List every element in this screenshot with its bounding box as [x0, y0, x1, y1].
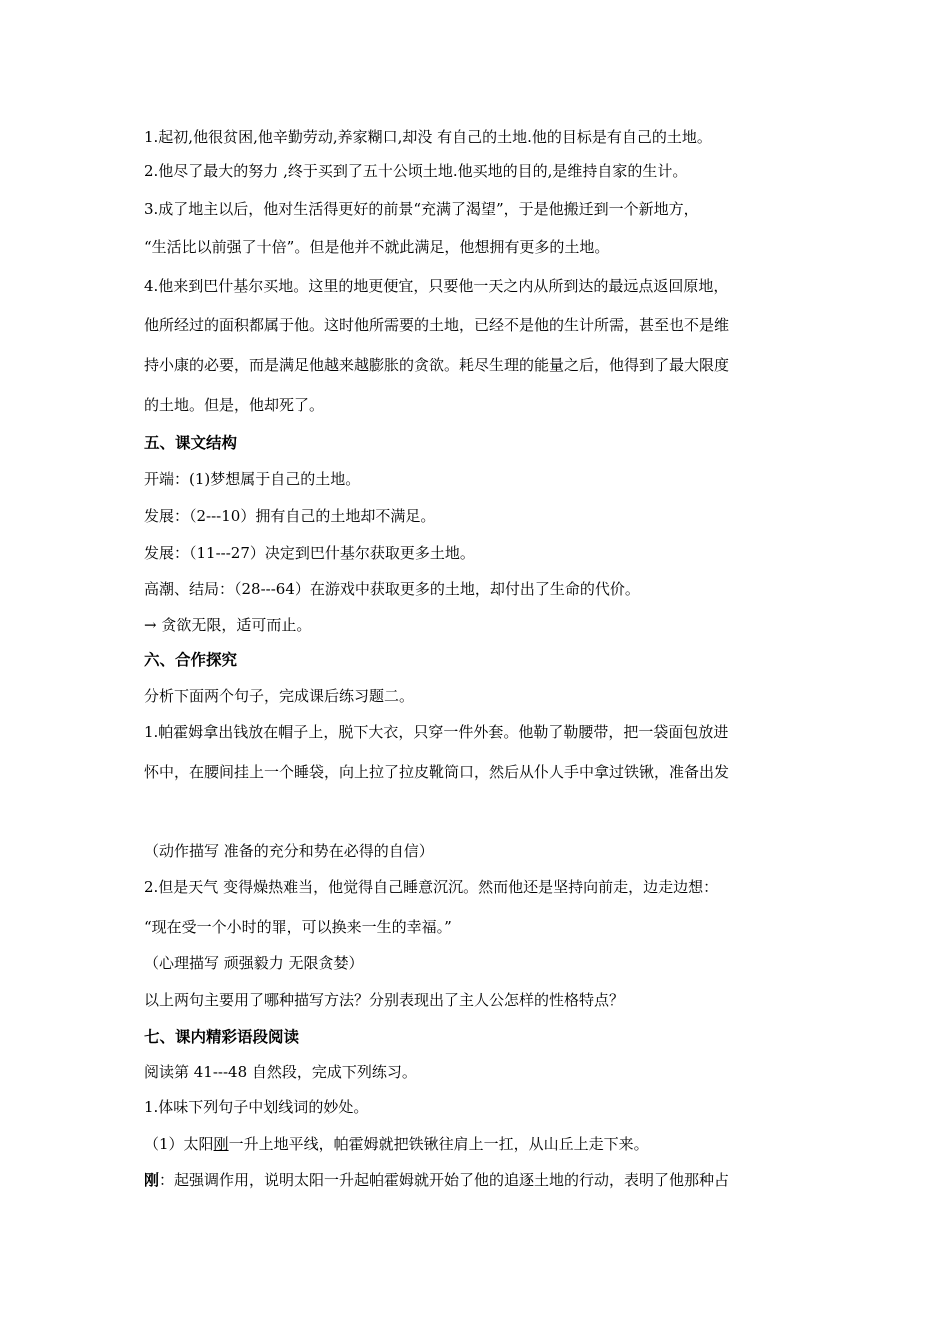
answer-text: ：起强调作用，说明太阳一升起帕霍姆就开始了他的追逐土地的行动，表明了他那种占: [159, 1171, 730, 1189]
answer-keyword: 刚: [144, 1171, 160, 1189]
q1-item-prefix: （1）太阳: [144, 1135, 214, 1153]
section-6-heading: 六、合作探究: [144, 651, 238, 669]
section-7-heading: 七、课内精彩语段阅读: [144, 1028, 300, 1046]
discussion-question: 以上两句主要用了哪种描写方法？分别表现出了主人公怎样的性格特点？: [144, 991, 625, 1009]
point-4: 4.他来到巴什基尔买地。这里的地更便宜，只要他一天之内从所到达的最远点返回原地，: [144, 277, 729, 295]
reading-intro: 阅读第 41---48 自然段，完成下列练习。: [144, 1063, 417, 1081]
underlined-word: 刚: [213, 1135, 229, 1153]
structure-climax: 高潮、结局：（28---64）在游戏中获取更多的土地，却付出了生命的代价。: [144, 580, 640, 598]
structure-theme: → 贪欲无限，适可而止。: [144, 616, 312, 634]
exercise-intro: 分析下面两个句子，完成课后练习题二。: [144, 687, 415, 705]
point-4-line-4: 的土地。但是，他却死了。: [144, 396, 325, 414]
sentence-1-analysis: （动作描写 准备的充分和势在必得的自信）: [144, 842, 434, 860]
sentence-2: 2.但是天气 变得燥热难当，他觉得自己睡意沉沉。然而他还是坚持向前走，边走边想：: [144, 878, 719, 896]
structure-development-2: 发展：（11---27）决定到巴什基尔获取更多土地。: [144, 544, 475, 562]
point-2: 2.他尽了最大的努力 ,终于买到了五十公顷土地.他买地的目的,是维持自家的生计。: [144, 162, 688, 180]
sentence-2-analysis: （心理描写 顽强毅力 无限贪婪）: [144, 954, 364, 972]
point-4-line-2: 他所经过的面积都属于他。这时他所需要的土地，已经不是他的生计所需，甚至也不是维: [144, 316, 730, 334]
sentence-1-continued: 怀中，在腰间挂上一个睡袋，向上拉了拉皮靴筒口，然后从仆人手中拿过铁锹，准备出发: [144, 763, 730, 781]
point-3: 3.成了地主以后，他对生活得更好的前景“充满了渴望”，于是他搬迁到一个新地方，: [144, 200, 699, 218]
sentence-2-continued: “现在受一个小时的罪，可以换来一生的幸福。”: [144, 918, 452, 936]
answer-line: [144, 1170, 729, 1190]
point-4-line-3: 持小康的必要，而是满足他越来越膨胀的贪欲。耗尽生理的能量之后，他得到了最大限度: [144, 356, 730, 374]
section-5-heading: 五、课文结构: [144, 434, 238, 452]
point-1: 1.起初,他很贫困,他辛勤劳动,养家糊口,却没 有自己的土地.他的目标是有自己的土地。: [144, 128, 712, 146]
question-1: 1.体味下列句子中划线词的妙处。: [144, 1098, 369, 1116]
sentence-1: 1.帕霍姆拿出钱放在帽子上，脱下大衣，只穿一件外套。他勒了勒腰带，把一袋面包放进: [144, 723, 729, 741]
structure-opening: 开端：(1)梦想属于自己的土地。: [144, 470, 361, 488]
q1-item-rest: 一升上地平线，帕霍姆就把铁锹往肩上一扛，从山丘上走下来。: [228, 1135, 649, 1153]
question-1-item-1: [144, 1134, 649, 1154]
structure-development-1: 发展：（2---10）拥有自己的土地却不满足。: [144, 507, 436, 525]
point-3-continued: “生活比以前强了十倍”。但是他并不就此满足，他想拥有更多的土地。: [144, 238, 610, 256]
